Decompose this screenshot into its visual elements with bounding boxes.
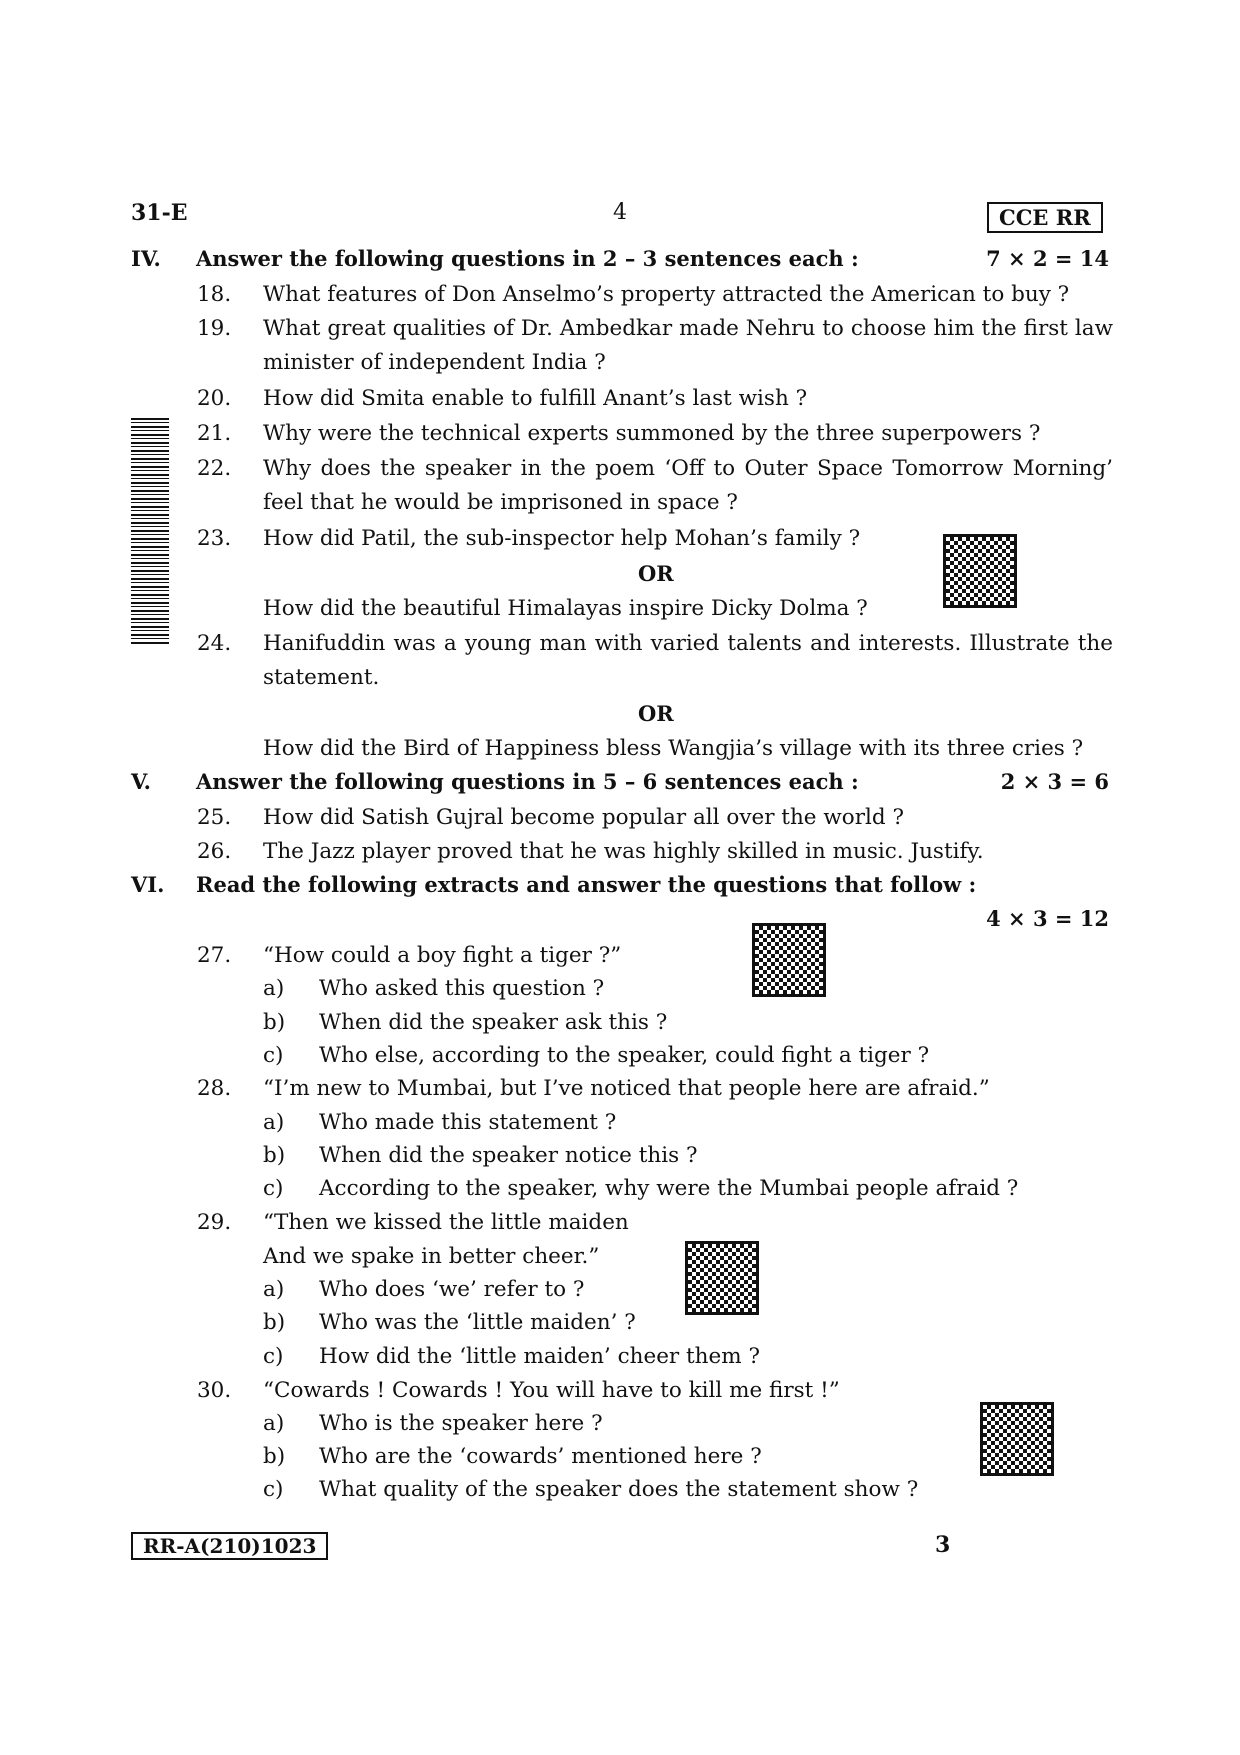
- q30-c-label: c): [263, 1477, 284, 1502]
- page-number: 4: [613, 200, 627, 225]
- q23-or: OR: [638, 561, 674, 586]
- q24-number: 24.: [197, 631, 232, 656]
- section-v-marks: 2 × 3 = 6: [1000, 769, 1109, 794]
- q19-number: 19.: [197, 316, 232, 341]
- q30-text: “Cowards ! Cowards ! You will have to kill me first !”: [263, 1378, 840, 1403]
- q18-number: 18.: [197, 282, 232, 307]
- q30-b-label: b): [263, 1444, 286, 1469]
- q24-text: Hanifuddin was a young man with varied talents and interests. Illustrate the statement.: [263, 631, 1113, 690]
- q28-b-text: When did the speaker notice this ?: [319, 1143, 698, 1168]
- q30-number: 30.: [197, 1378, 232, 1403]
- q23-text: How did Patil, the sub-inspector help Mohan’s family ?: [263, 526, 861, 551]
- q29-a-label: a): [263, 1277, 285, 1302]
- q28-a-text: Who made this statement ?: [319, 1110, 617, 1135]
- q30-a-text: Who is the speaker here ?: [319, 1411, 603, 1436]
- q27-a-text: Who asked this question ?: [319, 976, 605, 1001]
- q27-b-label: b): [263, 1010, 286, 1035]
- q30-c-text: What quality of the speaker does the statement show ?: [319, 1477, 919, 1502]
- q26-number: 26.: [197, 839, 232, 864]
- q27-c-text: Who else, according to the speaker, could fight a tiger ?: [319, 1043, 930, 1068]
- section-iv-marks: 7 × 2 = 14: [986, 246, 1109, 271]
- q29-text: “Then we kissed the little maiden: [263, 1210, 629, 1235]
- q25-text: How did Satish Gujral become popular all over the world ?: [263, 805, 904, 830]
- section-v-title: Answer the following questions in 5 – 6 sentences each :: [196, 769, 859, 794]
- q28-c-text: According to the speaker, why were the Mumbai people afraid ?: [319, 1176, 1019, 1201]
- section-iv-title: Answer the following questions in 2 – 3 sentences each :: [196, 246, 859, 271]
- qr-code-icon: [685, 1241, 759, 1315]
- qr-code-icon: [752, 923, 826, 997]
- q21-text: Why were the technical experts summoned by the three superpowers ?: [263, 421, 1041, 446]
- section-vi-title: Read the following extracts and answer the questions that follow :: [196, 872, 977, 897]
- barcode-icon: [131, 418, 169, 646]
- qr-code-icon: [943, 534, 1017, 608]
- q26-text: The Jazz player proved that he was highly skilled in music. Justify.: [263, 839, 984, 864]
- paper-code: 31-E: [131, 200, 188, 226]
- q18-text: What features of Don Anselmo’s property attracted the American to buy ?: [263, 282, 1070, 307]
- footer-code-box: RR-A(210)1023: [131, 1532, 328, 1560]
- q28-c-label: c): [263, 1176, 284, 1201]
- q28-text: “I’m new to Mumbai, but I’ve noticed that people here are afraid.”: [263, 1076, 990, 1101]
- q24-alt-text: How did the Bird of Happiness bless Wangjia’s village with its three cries ?: [263, 736, 1084, 761]
- q28-b-label: b): [263, 1143, 286, 1168]
- q25-number: 25.: [197, 805, 232, 830]
- q29-b-label: b): [263, 1310, 286, 1335]
- q23-number: 23.: [197, 526, 232, 551]
- q20-text: How did Smita enable to fulfill Anant’s last wish ?: [263, 386, 808, 411]
- q29-number: 29.: [197, 1210, 232, 1235]
- q21-number: 21.: [197, 421, 232, 446]
- section-vi-marks: 4 × 3 = 12: [986, 906, 1109, 931]
- section-v-number: V.: [131, 769, 151, 794]
- q19-text: What great qualities of Dr. Ambedkar made Nehru to choose him the first law minister of independent India ?: [263, 316, 1113, 375]
- q27-number: 27.: [197, 943, 232, 968]
- q20-number: 20.: [197, 386, 232, 411]
- q27-c-label: c): [263, 1043, 284, 1068]
- q29-c-text: How did the ‘little maiden’ cheer them ?: [319, 1344, 761, 1369]
- q23-alt-text: How did the beautiful Himalayas inspire Dicky Dolma ?: [263, 596, 868, 621]
- q29-c-label: c): [263, 1344, 284, 1369]
- q29-b-text: Who was the ‘little maiden’ ?: [319, 1310, 636, 1335]
- q27-a-label: a): [263, 976, 285, 1001]
- q30-a-label: a): [263, 1411, 285, 1436]
- qr-code-icon: [980, 1402, 1054, 1476]
- q27-text: “How could a boy fight a tiger ?”: [263, 943, 622, 968]
- q28-number: 28.: [197, 1076, 232, 1101]
- q24-or: OR: [638, 701, 674, 726]
- q28-a-label: a): [263, 1110, 285, 1135]
- section-vi-number: VI.: [131, 872, 165, 897]
- section-iv-number: IV.: [131, 246, 161, 271]
- q27-b-text: When did the speaker ask this ?: [319, 1010, 668, 1035]
- paper-type-box: CCE RR: [987, 202, 1103, 233]
- q29-a-text: Who does ‘we’ refer to ?: [319, 1277, 585, 1302]
- q22-text: Why does the speaker in the poem ‘Off to Outer Space Tomorrow Morning’ feel that he would be imprisoned in space ?: [263, 456, 1113, 515]
- footer-page-number: 3: [935, 1532, 951, 1558]
- q22-number: 22.: [197, 456, 232, 481]
- q30-b-text: Who are the ‘cowards’ mentioned here ?: [319, 1444, 762, 1469]
- q29-text-line2: And we spake in better cheer.”: [263, 1244, 600, 1269]
